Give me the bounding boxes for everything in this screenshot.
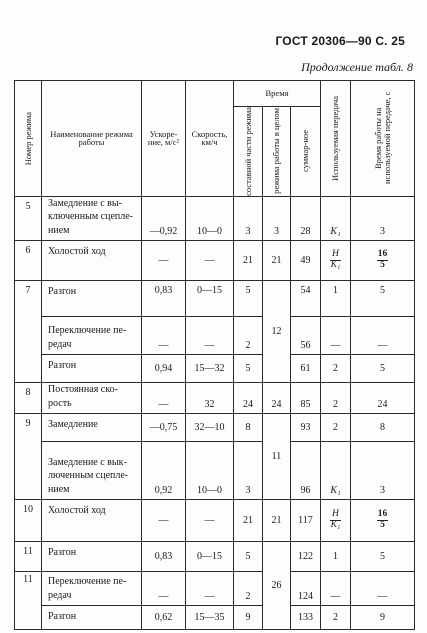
row-time-part: 24 (234, 383, 263, 414)
row-number: 11 (15, 542, 42, 572)
row-speed: 15—35 (186, 606, 234, 630)
col-mode-name: Наименование режима работы (42, 81, 142, 197)
row-time-total: 93 (291, 414, 321, 442)
row-time-total: 28 (291, 196, 321, 241)
row-time-mode: 11 (263, 414, 291, 500)
data-table (14, 80, 415, 630)
row-gear-time: 5 (351, 281, 415, 317)
row-time-total: 49 (291, 241, 321, 281)
row-time-total: 56 (291, 317, 321, 355)
col-speed: Скорость, км/ч (186, 81, 234, 197)
table-row (15, 500, 415, 542)
row-gear-time: 8 (351, 414, 415, 442)
row-gear-time: 24 (351, 383, 415, 414)
row-number: 6 (15, 241, 42, 281)
row-gear: K₁ (321, 442, 351, 500)
row-time-total: 96 (291, 442, 321, 500)
row-time-part: 3 (234, 196, 263, 241)
row-gear-time: — (351, 572, 415, 606)
row-gear: K₁ (321, 196, 351, 241)
table-row (15, 196, 415, 241)
row-speed: — (186, 317, 234, 355)
row-name: Постоянная ско-рость (42, 383, 142, 414)
col-time-parts: составной части режима (234, 107, 263, 197)
row-gear: 1 (321, 542, 351, 572)
row-speed: 0—15 (186, 281, 234, 317)
row-time-mode: 26 (263, 542, 291, 630)
row-name: Замедление с вы-ключенным сцепле-нием (42, 196, 142, 241)
row-acceleration: — (142, 383, 186, 414)
row-time-mode: 3 (263, 196, 291, 241)
row-acceleration: 0,83 (142, 281, 186, 317)
row-gear-time: 5 (351, 355, 415, 383)
row-number: 11 (15, 572, 42, 630)
row-name: Замедление (42, 414, 142, 442)
row-time-part: 21 (234, 500, 263, 542)
row-number: 10 (15, 500, 42, 542)
col-gear: Используемая передача (321, 81, 351, 197)
row-time-part: 8 (234, 414, 263, 442)
row-acceleration: 0,83 (142, 542, 186, 572)
row-name: Разгон (42, 355, 142, 383)
row-gear-time: — (351, 317, 415, 355)
row-gear-time: $\frac{16}{5}$ (351, 500, 415, 542)
table-head (15, 81, 415, 197)
row-time-part: 5 (234, 281, 263, 317)
table-row (15, 355, 415, 383)
table-row (15, 241, 415, 281)
col-mode-number: Номер режима (15, 81, 42, 197)
table-row (15, 542, 415, 572)
row-speed: — (186, 572, 234, 606)
row-time-part: 5 (234, 542, 263, 572)
row-name: Холостой ход (42, 500, 142, 542)
page-header (0, 34, 427, 52)
row-acceleration: — (142, 317, 186, 355)
row-gear: — (321, 317, 351, 355)
row-time-mode: 21 (263, 241, 291, 281)
col-acceleration: Ускоре-ние, м/с² (142, 81, 186, 197)
col-gear-time: Время работы на используемой передаче, с (351, 81, 415, 197)
row-speed: 0—15 (186, 542, 234, 572)
col-time-total: суммар-ное (291, 107, 321, 197)
row-gear: 2 (321, 355, 351, 383)
row-time-total: 117 (291, 500, 321, 542)
row-name: Замедление с вык-люченным сцепле-нием (42, 442, 142, 500)
row-gear: $\frac{H}{\text{K₁}}$ (321, 241, 351, 281)
table-row (15, 572, 415, 606)
row-gear-time: 3 (351, 442, 415, 500)
row-speed: 32—10 (186, 414, 234, 442)
row-speed: 32 (186, 383, 234, 414)
row-acceleration: 0,94 (142, 355, 186, 383)
table-row (15, 317, 415, 355)
row-time-part: 9 (234, 606, 263, 630)
row-time-total: 54 (291, 281, 321, 317)
row-name: Разгон (42, 281, 142, 317)
row-time-total: 122 (291, 542, 321, 572)
row-time-total: 85 (291, 383, 321, 414)
row-number: 8 (15, 383, 42, 414)
row-gear: 2 (321, 606, 351, 630)
row-time-mode: 12 (263, 281, 291, 383)
row-acceleration: 0,92 (142, 442, 186, 500)
row-name: Холостой ход (42, 241, 142, 281)
row-number: 7 (15, 281, 42, 383)
row-acceleration: —0,92 (142, 196, 186, 241)
row-time-part: 2 (234, 572, 263, 606)
table-row (15, 281, 415, 317)
table-row (15, 414, 415, 442)
document-code: ГОСТ 20306—90 С. 25 (275, 34, 405, 48)
row-gear-time: $\frac{16}{5}$ (351, 241, 415, 281)
row-acceleration: 0,62 (142, 606, 186, 630)
row-time-total: 61 (291, 355, 321, 383)
row-time-part: 3 (234, 442, 263, 500)
row-acceleration: — (142, 241, 186, 281)
row-name: Переключение пе-редач (42, 317, 142, 355)
row-time-part: 21 (234, 241, 263, 281)
row-time-mode: 24 (263, 383, 291, 414)
row-gear: 1 (321, 281, 351, 317)
table-caption-row (0, 60, 427, 78)
table-row (15, 442, 415, 500)
row-speed: 10—0 (186, 442, 234, 500)
row-gear-time: 9 (351, 606, 415, 630)
col-time-mode: режима работы в целом (263, 107, 291, 197)
row-number: 9 (15, 414, 42, 500)
row-acceleration: —0,75 (142, 414, 186, 442)
row-speed: — (186, 241, 234, 281)
table-row (15, 383, 415, 414)
row-gear: $\frac{H}{\text{K₁}}$ (321, 500, 351, 542)
table-body (15, 196, 415, 630)
row-speed: 15—32 (186, 355, 234, 383)
table-continuation: Продолжение табл. 8 (301, 60, 413, 74)
row-name: Переключение пе-редач (42, 572, 142, 606)
row-acceleration: — (142, 572, 186, 606)
row-time-total: 133 (291, 606, 321, 630)
row-speed: — (186, 500, 234, 542)
row-time-part: 2 (234, 317, 263, 355)
table-row (15, 606, 415, 630)
row-number: 5 (15, 196, 42, 241)
row-name: Разгон (42, 542, 142, 572)
row-gear: — (321, 572, 351, 606)
col-time: Время (234, 81, 321, 107)
row-speed: 10—0 (186, 196, 234, 241)
row-gear-time: 5 (351, 542, 415, 572)
row-gear: 2 (321, 414, 351, 442)
row-time-part: 5 (234, 355, 263, 383)
row-acceleration: — (142, 500, 186, 542)
row-time-total: 124 (291, 572, 321, 606)
row-time-mode: 21 (263, 500, 291, 542)
row-gear-time: 3 (351, 196, 415, 241)
row-name: Разгон (42, 606, 142, 630)
row-gear: 2 (321, 383, 351, 414)
